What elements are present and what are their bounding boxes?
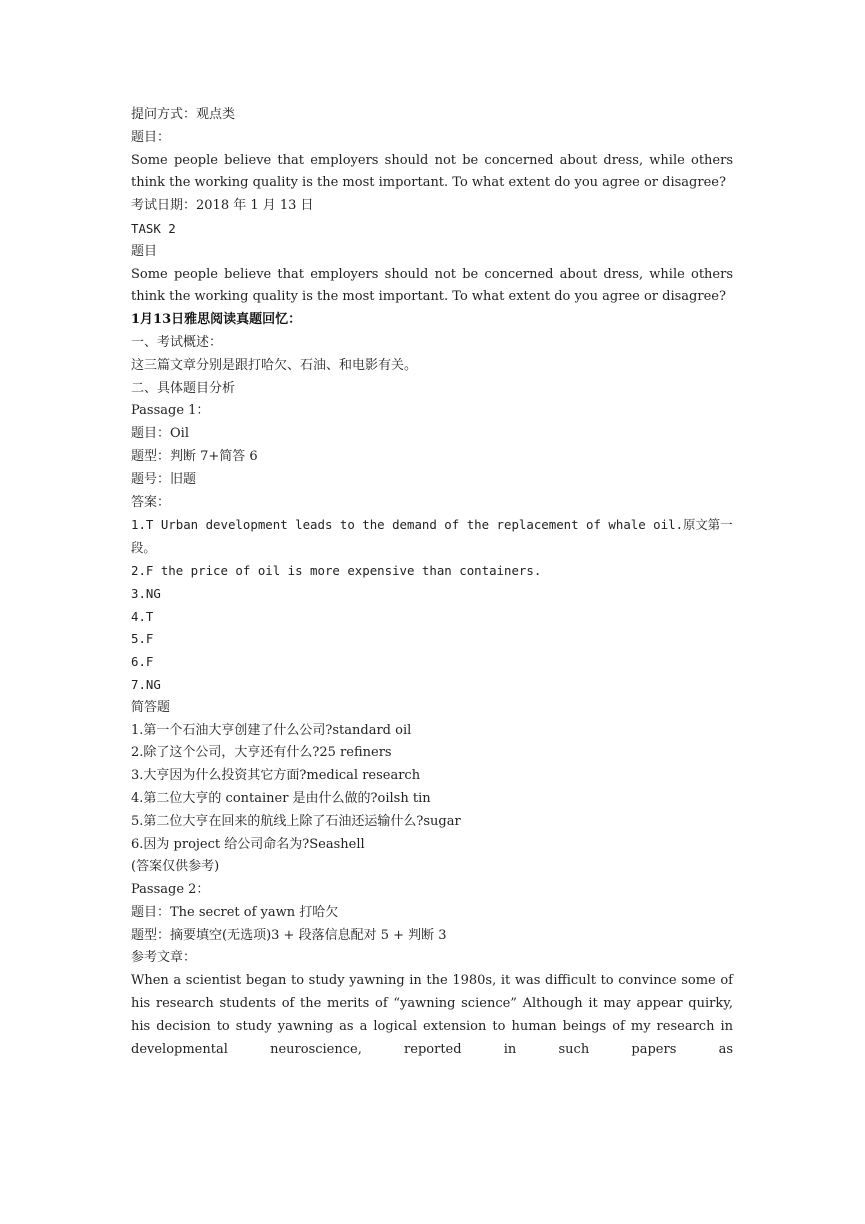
- passage1-label: Passage 1：: [131, 403, 210, 419]
- short-answer-line: 4.第二位大亨的 container 是由什么做的?oilsh tin: [131, 790, 431, 806]
- overview-text: 这三篇文章分别是跟打哈欠、石油、和电影有关。: [131, 357, 418, 373]
- answer-note: (答案仅供参考): [131, 859, 220, 875]
- topic-label-2: 题目: [131, 243, 158, 259]
- passage2-type: 题型：摘要填空(无选项)3 + 段落信息配对 5 + 判断 3: [131, 927, 447, 943]
- answer-line: 1.T Urban development leads to the demand of the replacement of whale oil.原文第一段。: [131, 517, 733, 556]
- passage2-ref-label: 参考文章：: [131, 950, 197, 966]
- passage1-number: 题号：旧题: [131, 471, 197, 487]
- reading-heading: 1月13日雅思阅读真题回忆：: [131, 312, 302, 328]
- short-answer-line: 3.大亨因为什么投资其它方面?medical research: [131, 768, 421, 784]
- answer-line: 7.NG: [131, 676, 161, 692]
- overview-title: 一、考试概述：: [131, 334, 223, 350]
- answer-line: 2.F the price of oil is more expensive than containers.: [131, 562, 542, 578]
- answer-line: 4.T: [131, 608, 154, 624]
- passage1-type: 题型：判断 7+简答 6: [131, 448, 258, 464]
- short-answer-line: 6.因为 project 给公司命名为?Seashell: [131, 836, 365, 852]
- question-type: 提问方式：观点类: [131, 107, 236, 122]
- short-answer-label: 简答题: [131, 699, 171, 715]
- answer-line: 5.F: [131, 631, 154, 647]
- task-label: TASK 2: [131, 220, 176, 236]
- topic-text: Some people believe that employers should not be concerned about dress, while others think the working quality is the most important. To what extent do you agree or disagree?: [131, 152, 738, 191]
- exam-date: 考试日期：2018 年 1 月 13 日: [131, 198, 314, 214]
- short-answer-line: 1.第一个石油大亨创建了什么公司?standard oil: [131, 722, 412, 738]
- answer-line: 3.NG: [131, 585, 161, 601]
- passage1-topic: 题目：Oil: [131, 426, 189, 442]
- passage1-answer-label: 答案：: [131, 494, 171, 510]
- answer-line: 6.F: [131, 654, 154, 670]
- short-answer-line: 5.第二位大亨在回来的航线上除了石油还运输什么?sugar: [131, 813, 461, 829]
- document-page: [131, 104, 738, 1061]
- topic-text-2: Some people believe that employers should not be concerned about dress, while others think the working quality is the most important. To what extent do you agree or disagree?: [131, 266, 738, 305]
- passage2-topic: 题目：The secret of yawn 打哈欠: [131, 904, 339, 920]
- short-answer-line: 2.除了这个公司，大亨还有什么?25 refiners: [131, 745, 392, 761]
- passage2-label: Passage 2：: [131, 882, 210, 898]
- passage2-ref-text: When a scientist began to study yawning in the 1980s, it was difficult to convince some of his research students of the merits of “yawning science” Although it may appear quirky, his decision to study yawning as a logical extension to human beings of my research in developmental neuroscience, reported in such papers as: [131, 973, 738, 1057]
- analysis-title: 二、具体题目分析: [131, 380, 236, 396]
- topic-label: 题目：: [131, 129, 171, 145]
